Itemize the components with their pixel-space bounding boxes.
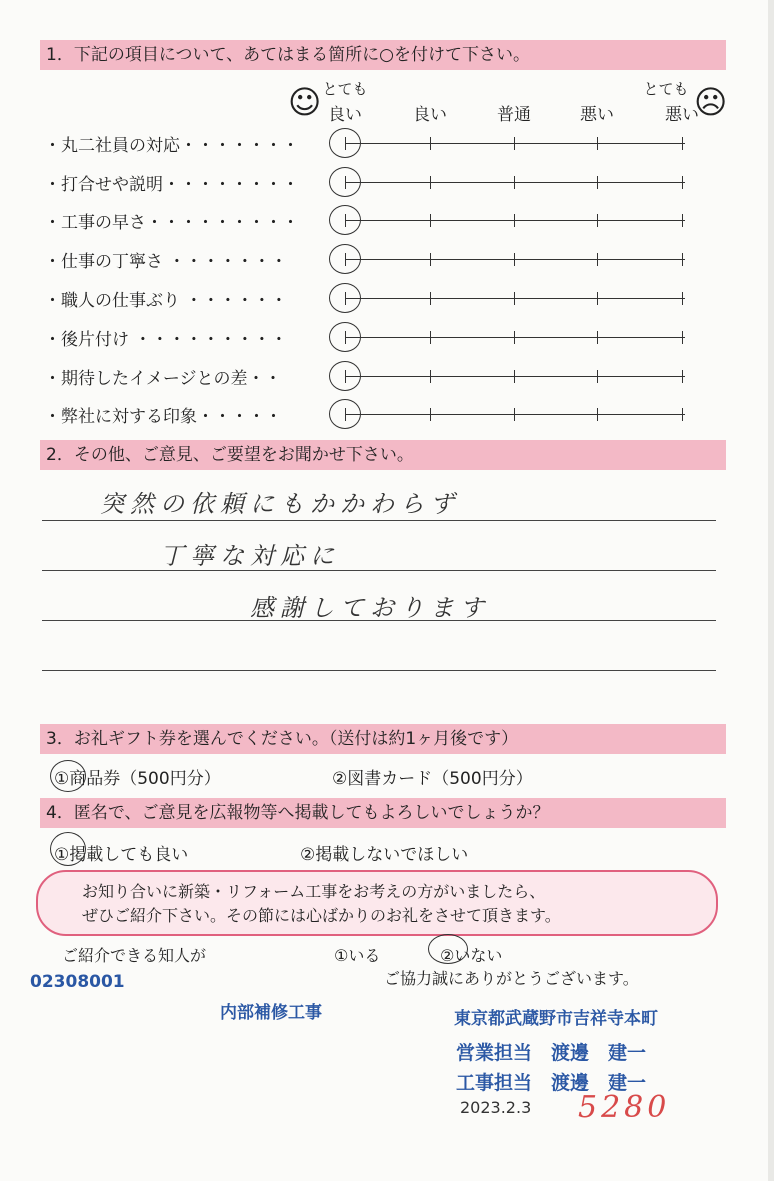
publish-option-allow[interactable]: ①掲載しても良い — [54, 845, 189, 865]
referral-request-box — [36, 870, 718, 936]
write-line — [42, 520, 716, 521]
scale-label-0: 良い — [328, 105, 362, 125]
happy-face-icon: ☺ — [288, 83, 322, 121]
rating-tick-2[interactable] — [514, 137, 515, 150]
write-line — [42, 670, 716, 671]
handwritten-comment-line-1: 突然の依頼にもかかわらず — [100, 490, 460, 518]
referral-text-line-2: ぜひご紹介下さい。その節には心ばかりのお礼をさせて頂きます。 — [82, 906, 561, 925]
rating-tick-1[interactable] — [430, 137, 431, 150]
sales-representative: 営業担当 渡邊 建一 — [456, 1042, 647, 1064]
rating-line — [345, 259, 685, 260]
rating-item-label: ・弊社に対する印象・・・・・ — [44, 407, 282, 427]
rating-tick-3[interactable] — [597, 292, 598, 305]
rating-tick-1[interactable] — [430, 214, 431, 227]
rating-tick-4[interactable] — [682, 176, 683, 189]
referral-selection-circle — [428, 934, 468, 964]
handwritten-comment-line-3: 感謝しております — [250, 594, 490, 622]
scale-label-1: 良い — [413, 105, 447, 125]
rating-tick-3[interactable] — [597, 137, 598, 150]
work-type: 内部補修工事 — [220, 1003, 322, 1023]
rating-line — [345, 220, 685, 221]
rating-tick-4[interactable] — [682, 331, 683, 344]
rating-tick-2[interactable] — [514, 370, 515, 383]
section4-heading: 4．匿名で、ご意見を広報物等へ掲載してもよろしいでしょうか？ — [40, 798, 726, 828]
rating-selection-circle — [329, 361, 361, 391]
rating-item-label: ・職人の仕事ぶり ・・・・・・ — [44, 291, 288, 311]
rating-tick-4[interactable] — [682, 214, 683, 227]
rating-tick-1[interactable] — [430, 331, 431, 344]
scale-very-bad-prefix: とても — [643, 80, 689, 98]
rating-tick-2[interactable] — [514, 214, 515, 227]
publish-option-deny[interactable]: ②掲載しないでほしい — [300, 845, 469, 865]
gift-selection-circle — [50, 760, 86, 792]
handwritten-comment-line-2: 丁寧な対応に — [160, 542, 340, 570]
sad-face-icon: ☹ — [694, 83, 728, 121]
scale-label-4: 悪い — [665, 105, 699, 125]
rating-line — [345, 337, 685, 338]
rating-selection-circle — [329, 322, 361, 352]
rating-line — [345, 182, 685, 183]
thanks-message: ご協力誠にありがとうございます。 — [384, 969, 639, 988]
rating-tick-2[interactable] — [514, 331, 515, 344]
paper-edge — [768, 0, 774, 1181]
company-address: 東京都武蔵野市吉祥寺本町 — [454, 1009, 658, 1029]
rating-tick-4[interactable] — [682, 292, 683, 305]
document-code: 02308001 — [30, 972, 125, 992]
referral-option-no[interactable]: ②いない — [440, 946, 503, 965]
rating-tick-2[interactable] — [514, 408, 515, 421]
scale-very-good-prefix: とても — [322, 80, 368, 98]
rating-selection-circle — [329, 399, 361, 429]
rating-tick-1[interactable] — [430, 176, 431, 189]
rating-line — [345, 414, 685, 415]
scale-label-2: 普通 — [497, 105, 531, 125]
referral-question: ご紹介できる知人が — [62, 946, 207, 965]
section3-heading: 3．お礼ギフト券を選んでください。（送付は約1ヶ月後です） — [40, 724, 726, 754]
rating-line — [345, 376, 685, 377]
publish-selection-circle — [50, 832, 86, 866]
rating-tick-2[interactable] — [514, 253, 515, 266]
rating-tick-3[interactable] — [597, 408, 598, 421]
rating-selection-circle — [329, 128, 361, 158]
scale-label-3: 悪い — [580, 105, 614, 125]
rating-selection-circle — [329, 283, 361, 313]
construction-representative: 工事担当 渡邊 建一 — [456, 1072, 647, 1094]
rating-tick-2[interactable] — [514, 176, 515, 189]
rating-tick-1[interactable] — [430, 253, 431, 266]
section2-heading: 2．その他、ご意見、ご要望をお聞かせ下さい。 — [40, 440, 726, 470]
write-line — [42, 570, 716, 571]
referral-option-yes[interactable]: ①いる — [334, 946, 381, 965]
document-date: 2023.2.3 — [460, 1098, 532, 1117]
rating-tick-4[interactable] — [682, 370, 683, 383]
referral-text-line-1: お知り合いに新築・リフォーム工事をお考えの方がいましたら、 — [82, 882, 546, 901]
rating-item-label: ・後片付け ・・・・・・・・・ — [44, 330, 288, 350]
rating-tick-3[interactable] — [597, 331, 598, 344]
rating-line — [345, 143, 685, 144]
rating-selection-circle — [329, 205, 361, 235]
rating-selection-circle — [329, 167, 361, 197]
rating-tick-4[interactable] — [682, 408, 683, 421]
rating-tick-1[interactable] — [430, 370, 431, 383]
rating-item-label: ・打合せや説明・・・・・・・・ — [44, 175, 299, 195]
rating-selection-circle — [329, 244, 361, 274]
rating-line — [345, 298, 685, 299]
section1-heading: 1．下記の項目について、あてはまる箇所に○を付けて下さい。 — [40, 40, 726, 70]
rating-tick-1[interactable] — [430, 292, 431, 305]
rating-tick-3[interactable] — [597, 214, 598, 227]
gift-option-product-voucher[interactable]: ①商品券（500円分） — [54, 769, 221, 789]
rating-tick-2[interactable] — [514, 292, 515, 305]
rating-item-label: ・期待したイメージとの差・・ — [44, 369, 282, 389]
rating-tick-3[interactable] — [597, 370, 598, 383]
rating-tick-3[interactable] — [597, 176, 598, 189]
rating-tick-4[interactable] — [682, 137, 683, 150]
gift-option-book-card[interactable]: ②図書カード（500円分） — [332, 769, 533, 789]
rating-item-label: ・丸二社員の対応・・・・・・・ — [44, 136, 299, 156]
handwritten-number: 5280 — [578, 1090, 671, 1125]
rating-tick-1[interactable] — [430, 408, 431, 421]
rating-tick-4[interactable] — [682, 253, 683, 266]
rating-item-label: ・仕事の丁寧さ ・・・・・・・ — [44, 252, 288, 272]
rating-item-label: ・工事の早さ・・・・・・・・・ — [44, 213, 299, 233]
rating-tick-3[interactable] — [597, 253, 598, 266]
